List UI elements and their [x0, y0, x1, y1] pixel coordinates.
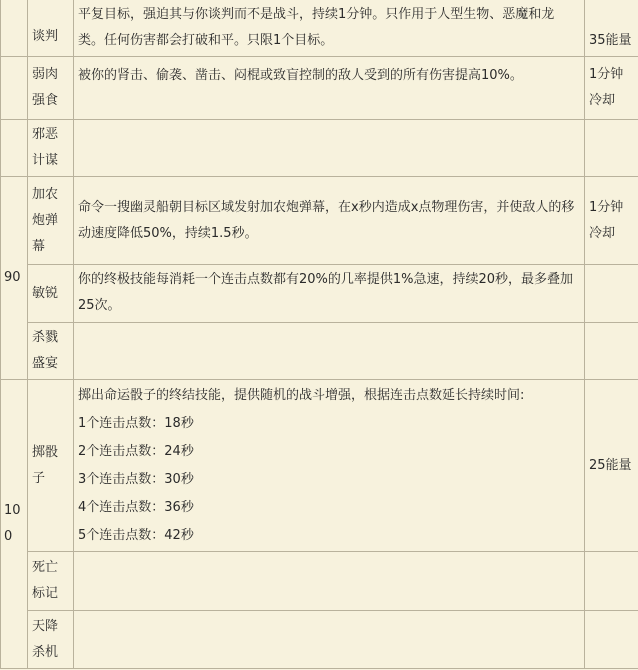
talent-cost: 35能量 [585, 0, 638, 57]
talent-name: 掷骰子 [28, 380, 74, 552]
level-cell [1, 0, 28, 57]
table-row [1, 380, 638, 552]
talent-name: 邪恶计谋 [28, 120, 74, 177]
talent-description: 你的终极技能每消耗一个连击点数都有20%的几率提供1%急速，持续20秒，最多叠加25次。 [74, 265, 585, 323]
talent-cost [585, 265, 638, 323]
talent-description [74, 611, 585, 669]
level-cell: 100 [1, 380, 28, 669]
talent-name: 敏锐 [28, 265, 74, 323]
table-row [1, 552, 638, 611]
level-cell [1, 120, 28, 177]
talent-cost: 25能量 [585, 380, 638, 552]
talent-description: 被你的肾击、偷袭、凿击、闷棍或致盲控制的敌人受到的所有伤害提高10%。 [74, 57, 585, 120]
talent-cost [585, 611, 638, 669]
table-row [1, 265, 638, 323]
table-row [1, 323, 638, 380]
talent-cost: 1分钟冷却 [585, 57, 638, 120]
talent-name: 弱肉强食 [28, 57, 74, 120]
table-row [1, 0, 638, 57]
talent-cost: 1分钟冷却 [585, 177, 638, 265]
table-row [1, 177, 638, 265]
talent-description [74, 323, 585, 380]
talent-description: 掷出命运骰子的终结技能，提供随机的战斗增强，根据连击点数延长持续时间: 1个连击点数：18秒 2个连击点数：24秒 3个连击点数：30秒 4个连击点数：36秒 5个连击点数：42秒 [74, 380, 585, 552]
table-row [1, 57, 638, 120]
table-row [1, 611, 638, 669]
talent-name: 谈判 [28, 0, 74, 57]
talent-name: 死亡标记 [28, 552, 74, 611]
table-row [1, 120, 638, 177]
level-cell: 90 [1, 177, 28, 380]
talent-name: 杀戮盛宴 [28, 323, 74, 380]
talent-cost [585, 120, 638, 177]
level-cell [1, 57, 28, 120]
talent-cost [585, 552, 638, 611]
talent-description: 命令一搜幽灵船朝目标区域发射加农炮弹幕，在x秒内造成x点物理伤害，并使敌人的移动速度降低50%，持续1.5秒。 [74, 177, 585, 265]
talent-description [74, 552, 585, 611]
talent-name: 天降杀机 [28, 611, 74, 669]
talent-description [74, 120, 585, 177]
talent-name: 加农炮弹幕 [28, 177, 74, 265]
talent-description: 平复目标，强迫其与你谈判而不是战斗，持续1分钟。只作用于人型生物、恶魔和龙类。任何伤害都会打破和平。只限1个目标。 [74, 0, 585, 57]
talent-cost [585, 323, 638, 380]
